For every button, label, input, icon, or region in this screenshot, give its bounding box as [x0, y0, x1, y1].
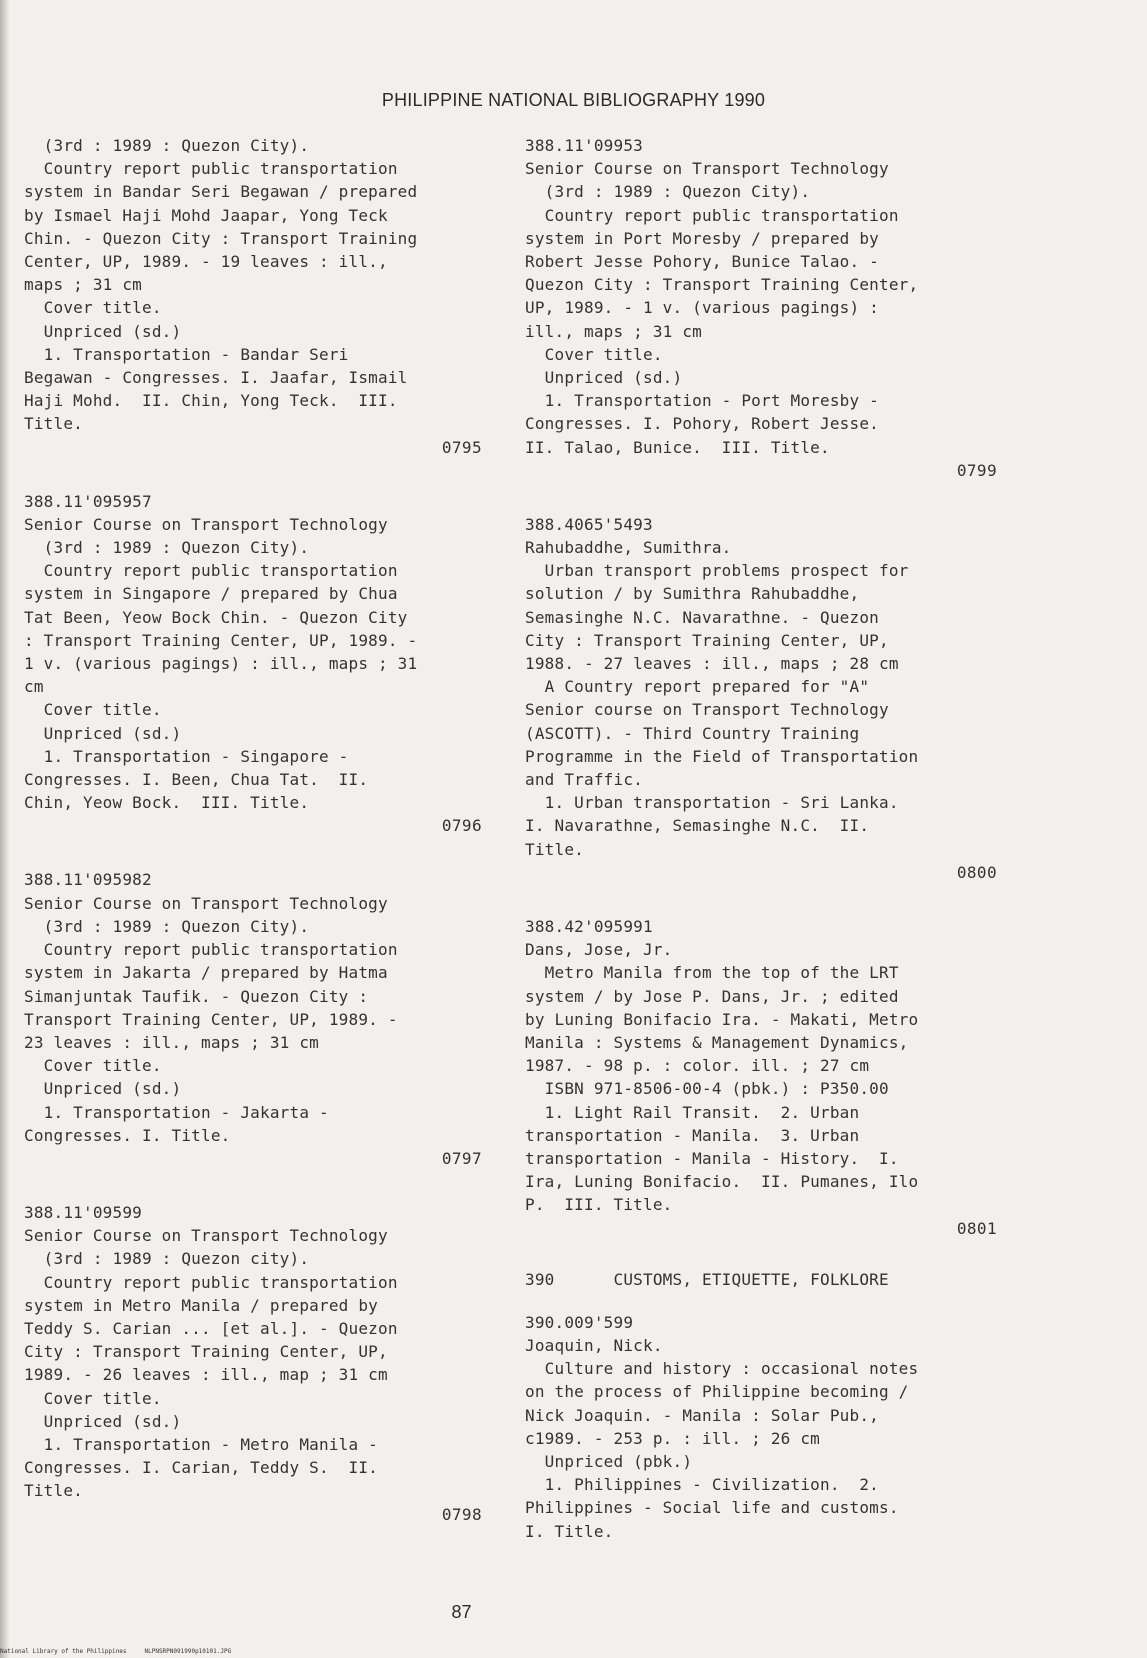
entry-line: Country report public transportation	[525, 205, 899, 225]
bibliographic-entry	[525, 1311, 1005, 1543]
entry-line: Chin. - Quezon City : Transport Training	[24, 228, 418, 248]
entry-line: 1. Urban transportation - Sri Lanka.	[525, 793, 899, 813]
entry-line: Congresses. I. Carian, Teddy S. II.	[24, 1458, 378, 1478]
entry-line: Title.	[24, 414, 83, 434]
entry-line: Rahubaddhe, Sumithra.	[525, 538, 732, 558]
entry-line: (3rd : 1989 : Quezon City).	[24, 916, 310, 936]
entry-line: Simanjuntak Taufik. - Quezon City :	[24, 986, 369, 1006]
entry-line: Cover title.	[24, 1056, 162, 1076]
entry-line: 390.009'599	[525, 1312, 634, 1332]
entry-line: system in Bandar Seri Begawan / prepared	[24, 182, 418, 202]
entry-line: system in Singapore / prepared by Chua	[24, 584, 398, 604]
bibliographic-entry	[525, 134, 1005, 482]
entry-line: Tat Been, Yeow Bock Chin. - Quezon City	[24, 607, 408, 627]
entry-line: Unpriced (sd.)	[525, 368, 683, 388]
entry-line: transportation - Manila. 3. Urban	[525, 1125, 860, 1145]
entry-line: 1 v. (various pagings) : ill., maps ; 31	[24, 654, 418, 674]
entry-line: (3rd : 1989 : Quezon City).	[24, 136, 310, 155]
entry-line: Semasinghe N.C. Navarathne. - Quezon	[525, 607, 879, 627]
entry-number: 0797	[441, 1148, 482, 1168]
entry-line: Title.	[24, 1481, 83, 1501]
entry-line: (3rd : 1989 : Quezon City).	[525, 182, 811, 202]
entry-line: Senior Course on Transport Technology	[24, 514, 388, 534]
entry-line: Senior Course on Transport Technology	[24, 893, 388, 913]
entry-line: 1. Transportation - Metro Manila -	[24, 1434, 378, 1454]
entry-line: P. III. Title.	[525, 1195, 673, 1215]
entry-line: on the process of Philippine becoming /	[525, 1382, 909, 1402]
page-number: 87	[451, 1602, 472, 1622]
entry-line: 388.11'095982	[24, 870, 152, 890]
entry-line: 1. Light Rail Transit. 2. Urban	[525, 1102, 860, 1122]
footer-credit: National Library of the Philippines NLPNSRPN091990p10101.JPG	[0, 1648, 232, 1655]
section-heading: 390 CUSTOMS, ETIQUETTE, FOLKLORE	[525, 1269, 889, 1289]
entry-line: 1. Transportation - Jakarta -	[24, 1102, 329, 1122]
entry-line: by Ismael Haji Mohd Jaapar, Yong Teck	[24, 205, 388, 225]
entry-number: 0801	[956, 1218, 997, 1238]
entry-line: system in Port Moresby / prepared by	[525, 228, 879, 248]
entry-line: 1. Transportation - Singapore -	[24, 746, 349, 766]
entry-line: 388.11'09953	[525, 136, 643, 155]
bibliographic-entry	[525, 915, 1005, 1240]
entry-line: solution / by Sumithra Rahubaddhe,	[525, 584, 860, 604]
entry-line: system in Metro Manila / prepared by	[24, 1295, 378, 1315]
entry-line: Center, UP, 1989. - 19 leaves : ill.,	[24, 252, 388, 272]
entry-line: 388.11'09599	[24, 1202, 142, 1222]
entry-line: Cover title.	[24, 298, 162, 318]
entry-line: Haji Mohd. II. Chin, Yong Teck. III.	[24, 391, 398, 411]
right-column-entries	[525, 134, 1005, 1240]
entry-line: Nick Joaquin. - Manila : Solar Pub.,	[525, 1405, 879, 1425]
entry-number: 0796	[441, 816, 482, 836]
entry-line: Urban transport problems prospect for	[525, 561, 909, 581]
right-column	[525, 134, 1005, 1543]
entry-line: Country report public transportation	[24, 940, 398, 960]
entry-line: II. Talao, Bunice. III. Title.	[525, 437, 830, 457]
entry-line: Country report public transportation	[24, 561, 398, 581]
entry-line: Programme in the Field of Transportation	[525, 746, 919, 766]
entry-line: ill., maps ; 31 cm	[525, 321, 702, 341]
left-column	[24, 134, 490, 1526]
entry-line: 1. Philippines - Civilization. 2.	[525, 1475, 879, 1495]
entry-line: City : Transport Training Center, UP,	[24, 1342, 388, 1362]
entry-line: Joaquin, Nick.	[525, 1335, 663, 1355]
entry-line: Cover title.	[24, 700, 162, 720]
entry-line: 388.42'095991	[525, 916, 653, 936]
entry-line: Congresses. I. Title.	[24, 1125, 231, 1145]
entry-line: Unpriced (pbk.)	[525, 1451, 693, 1471]
entry-line: Ira, Luning Bonifacio. II. Pumanes, Ilo	[525, 1172, 919, 1192]
entry-line: (3rd : 1989 : Quezon city).	[24, 1249, 310, 1269]
page-binding-edge	[0, 0, 9, 1658]
entry-line: Country report public transportation	[24, 1272, 398, 1292]
entry-line: Begawan - Congresses. I. Jaafar, Ismail	[24, 368, 408, 388]
entry-line: Quezon City : Transport Training Center,	[525, 275, 919, 295]
entry-line: Unpriced (sd.)	[24, 1411, 182, 1431]
entry-line: Senior Course on Transport Technology	[24, 1226, 388, 1246]
entry-line: Country report public transportation	[24, 159, 398, 179]
entry-line: ISBN 971-8506-00-4 (pbk.) : P350.00	[525, 1079, 889, 1099]
entry-line: cm	[24, 677, 44, 697]
entry-number: 0800	[956, 862, 997, 882]
entry-line: 1987. - 98 p. : color. ill. ; 27 cm	[525, 1056, 870, 1076]
entry-line: Congresses. I. Been, Chua Tat. II.	[24, 770, 369, 790]
entry-line: Unpriced (sd.)	[24, 321, 182, 341]
bibliographic-entry	[24, 134, 490, 459]
entry-line: 1. Transportation - Bandar Seri	[24, 344, 349, 364]
entry-line: Unpriced (sd.)	[24, 723, 182, 743]
entry-line: Title.	[525, 839, 584, 859]
entry-line: Manila : Systems & Management Dynamics,	[525, 1032, 909, 1052]
bibliographic-entry	[525, 513, 1005, 884]
entry-number: 0799	[956, 460, 997, 480]
entry-line: Culture and history : occasional notes	[525, 1359, 919, 1379]
entry-line: system / by Jose P. Dans, Jr. ; edited	[525, 986, 899, 1006]
entry-line: Robert Jesse Pohory, Bunice Talao. -	[525, 252, 879, 272]
entry-line: I. Title.	[525, 1521, 614, 1541]
running-head: PHILIPPINE NATIONAL BIBLIOGRAPHY 1990	[381, 90, 766, 110]
entry-line: Cover title.	[525, 344, 663, 364]
entry-line: Metro Manila from the top of the LRT	[525, 963, 899, 983]
entry-line: Dans, Jose, Jr.	[525, 940, 673, 960]
entry-line: and Traffic.	[525, 770, 643, 790]
entry-line: 388.11'095957	[24, 491, 152, 511]
entry-line: 23 leaves : ill., maps ; 31 cm	[24, 1032, 319, 1052]
entry-line: Philippines - Social life and customs.	[525, 1498, 899, 1518]
bibliographic-entry	[24, 490, 490, 838]
entry-line: Transport Training Center, UP, 1989. -	[24, 1009, 398, 1029]
entry-number: 0798	[441, 1504, 482, 1524]
entry-line: by Luning Bonifacio Ira. - Makati, Metro	[525, 1009, 919, 1029]
entry-line: 1989. - 26 leaves : ill., map ; 31 cm	[24, 1365, 388, 1385]
entry-line: UP, 1989. - 1 v. (various pagings) :	[525, 298, 879, 318]
entry-line: system in Jakarta / prepared by Hatma	[24, 963, 388, 983]
entry-line: Chin, Yeow Bock. III. Title.	[24, 793, 310, 813]
entry-line: Congresses. I. Pohory, Robert Jesse.	[525, 414, 879, 434]
entry-line: Senior Course on Transport Technology	[525, 159, 889, 179]
entry-number: 0795	[441, 437, 482, 457]
entry-line: 1. Transportation - Port Moresby -	[525, 391, 879, 411]
entry-line: I. Navarathne, Semasinghe N.C. II.	[525, 816, 870, 836]
entry-line: c1989. - 253 p. : ill. ; 26 cm	[525, 1428, 820, 1448]
entry-line: 388.4065'5493	[525, 514, 653, 534]
right-column-entries-after-heading	[525, 1311, 1005, 1543]
entry-line: 1988. - 27 leaves : ill., maps ; 28 cm	[525, 654, 899, 674]
entry-line: maps ; 31 cm	[24, 275, 142, 295]
bibliographic-entry	[24, 868, 490, 1169]
entry-line: Cover title.	[24, 1388, 162, 1408]
entry-line: Unpriced (sd.)	[24, 1079, 182, 1099]
entry-line: City : Transport Training Center, UP,	[525, 630, 889, 650]
entry-line: : Transport Training Center, UP, 1989. -	[24, 630, 418, 650]
entry-line: Senior course on Transport Technology	[525, 700, 889, 720]
entry-line: (ASCOTT). - Third Country Training	[525, 723, 860, 743]
entry-line: (3rd : 1989 : Quezon City).	[24, 538, 310, 558]
entry-line: A Country report prepared for "A"	[525, 677, 870, 697]
entry-line: transportation - Manila - History. I.	[525, 1148, 899, 1168]
entry-line: Teddy S. Carian ... [et al.]. - Quezon	[24, 1318, 398, 1338]
bibliographic-entry	[24, 1201, 490, 1526]
